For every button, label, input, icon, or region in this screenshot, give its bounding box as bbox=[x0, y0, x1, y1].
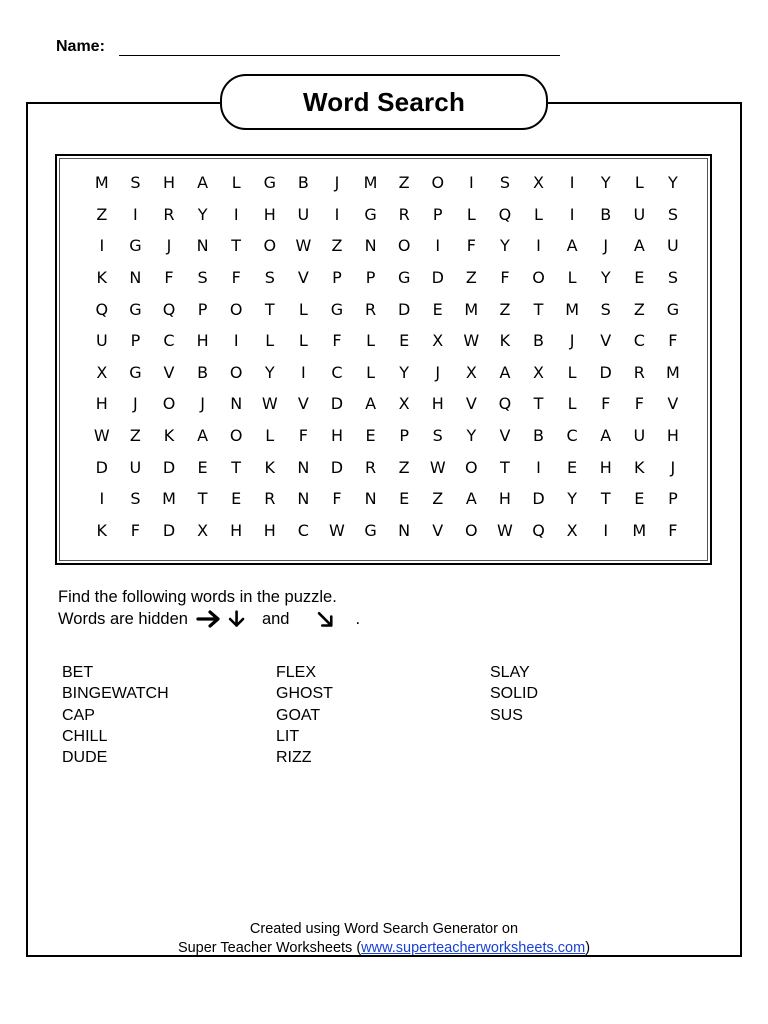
grid-letter[interactable]: F bbox=[601, 394, 611, 414]
grid-letter[interactable]: X bbox=[432, 331, 444, 351]
name-blank-line[interactable] bbox=[119, 55, 560, 56]
word-list-item: FLEX bbox=[276, 664, 317, 681]
grid-letter[interactable]: Q bbox=[498, 204, 512, 224]
grid-letter[interactable]: B bbox=[600, 204, 612, 224]
word-list-item: GOAT bbox=[276, 706, 321, 724]
grid-letter[interactable]: L bbox=[567, 268, 577, 288]
grid-letter[interactable]: L bbox=[265, 426, 275, 446]
grid-letter[interactable]: M bbox=[665, 362, 680, 382]
grid-letter[interactable]: E bbox=[567, 457, 578, 477]
grid-letter[interactable]: P bbox=[365, 268, 376, 288]
grid-letter[interactable]: L bbox=[265, 331, 275, 351]
grid-letter[interactable]: D bbox=[330, 457, 344, 477]
instructions-and: and bbox=[261, 610, 290, 628]
grid-letter[interactable]: G bbox=[263, 173, 276, 193]
grid-letter[interactable]: O bbox=[162, 394, 176, 414]
grid-letter[interactable]: E bbox=[634, 489, 645, 509]
grid-letter[interactable]: H bbox=[431, 394, 444, 414]
grid-letter[interactable]: F bbox=[164, 268, 174, 288]
instructions bbox=[58, 586, 360, 630]
down-arrow-icon bbox=[226, 608, 252, 630]
grid-letter[interactable]: H bbox=[263, 520, 276, 540]
grid-letter[interactable]: A bbox=[499, 362, 511, 382]
grid-letter[interactable]: X bbox=[533, 173, 544, 193]
grid-letter[interactable]: T bbox=[533, 299, 544, 319]
grid-letter[interactable]: S bbox=[130, 173, 141, 193]
grid-letter[interactable]: F bbox=[634, 394, 644, 414]
grid-letter[interactable]: S bbox=[432, 426, 443, 446]
grid-letter[interactable]: A bbox=[197, 426, 209, 446]
grid-letter[interactable]: M bbox=[632, 520, 647, 540]
right-arrow-icon bbox=[194, 608, 226, 630]
grid-letter[interactable]: B bbox=[533, 331, 544, 351]
grid-letter[interactable]: D bbox=[162, 520, 176, 540]
grid-letter[interactable]: I bbox=[603, 520, 609, 540]
grid-letter[interactable]: O bbox=[263, 236, 277, 256]
grid-letter[interactable]: F bbox=[332, 489, 342, 509]
grid-letter[interactable]: G bbox=[397, 268, 411, 288]
grid-letter[interactable]: N bbox=[196, 236, 209, 256]
grid-letter[interactable]: Y bbox=[500, 236, 510, 256]
grid-letter[interactable]: N bbox=[398, 520, 411, 540]
grid-letter[interactable]: O bbox=[465, 457, 478, 477]
grid-letter[interactable]: G bbox=[666, 299, 680, 319]
grid-letter[interactable]: U bbox=[129, 457, 142, 477]
grid-letter[interactable]: C bbox=[163, 331, 175, 351]
title-banner bbox=[220, 74, 548, 130]
grid-letter[interactable]: W bbox=[329, 520, 345, 540]
grid-letter[interactable]: U bbox=[633, 204, 646, 224]
grid-letter[interactable]: T bbox=[533, 394, 544, 414]
word-list-item: SLAY bbox=[490, 664, 530, 681]
grid-letter[interactable]: I bbox=[435, 236, 441, 256]
word-list-item: CHILL bbox=[62, 727, 108, 745]
grid-letter[interactable]: A bbox=[600, 426, 612, 446]
grid-letter[interactable]: A bbox=[633, 236, 645, 256]
grid-letter[interactable]: K bbox=[163, 426, 175, 446]
grid-letter[interactable]: C bbox=[566, 426, 578, 446]
grid-letter[interactable]: L bbox=[634, 173, 644, 193]
grid-letter[interactable]: V bbox=[163, 362, 175, 382]
grid-letter[interactable]: V bbox=[465, 394, 477, 414]
grid-letter[interactable]: F bbox=[500, 268, 510, 288]
grid-letter[interactable]: P bbox=[399, 426, 409, 446]
grid-row bbox=[85, 451, 690, 483]
instructions-line-1: Find the following words in the puzzle. bbox=[58, 588, 337, 606]
grid-letter[interactable]: X bbox=[197, 520, 209, 540]
grid-letter[interactable]: S bbox=[667, 204, 678, 224]
grid-letter[interactable]: I bbox=[233, 331, 239, 351]
grid-letter[interactable]: E bbox=[634, 268, 645, 288]
grid-letter[interactable]: G bbox=[129, 362, 142, 382]
grid-letter[interactable]: Z bbox=[96, 204, 108, 224]
grid-letter[interactable]: M bbox=[363, 173, 378, 193]
word-column bbox=[490, 662, 704, 768]
grid-letter[interactable]: R bbox=[264, 489, 276, 509]
grid-row bbox=[85, 230, 690, 262]
grid-letter[interactable]: K bbox=[499, 331, 511, 351]
grid-letter[interactable]: O bbox=[465, 520, 478, 540]
grid-letter[interactable]: U bbox=[95, 331, 108, 351]
grid-letter[interactable]: I bbox=[334, 204, 340, 224]
grid-letter[interactable]: V bbox=[297, 394, 309, 414]
grid-letter[interactable]: X bbox=[566, 520, 578, 540]
grid-letter[interactable]: I bbox=[536, 236, 541, 256]
name-label: Name: bbox=[56, 38, 105, 55]
grid-letter[interactable]: L bbox=[298, 331, 308, 351]
footer-line-1: Created using Word Search Generator on bbox=[249, 921, 519, 937]
grid-letter[interactable]: J bbox=[603, 236, 609, 256]
grid-letter[interactable]: P bbox=[130, 331, 141, 351]
grid-letter[interactable]: Y bbox=[264, 362, 275, 382]
grid-letter[interactable]: Q bbox=[498, 394, 512, 414]
grid-letter[interactable]: H bbox=[599, 457, 612, 477]
grid-letter[interactable]: Z bbox=[499, 299, 511, 319]
footer-line-2 bbox=[26, 939, 742, 958]
grid-letter[interactable]: K bbox=[634, 457, 645, 477]
grid-letter[interactable]: G bbox=[364, 204, 377, 224]
grid-letter[interactable]: D bbox=[431, 268, 444, 288]
grid-letter[interactable]: Y bbox=[567, 489, 577, 509]
grid-letter[interactable]: Z bbox=[398, 173, 410, 193]
grid-letter[interactable]: C bbox=[331, 362, 343, 382]
grid-letter[interactable]: E bbox=[399, 489, 410, 509]
grid-letter[interactable]: J bbox=[133, 394, 138, 414]
grid-letter[interactable]: D bbox=[397, 299, 411, 319]
grid-letter[interactable]: U bbox=[633, 426, 646, 446]
grid-letter[interactable]: W bbox=[295, 236, 312, 256]
word-list-item: DUDE bbox=[62, 749, 108, 767]
grid-letter[interactable]: N bbox=[364, 489, 377, 509]
grid-letter[interactable]: K bbox=[96, 520, 108, 540]
grid-row bbox=[85, 357, 690, 389]
grid-letter[interactable]: P bbox=[668, 489, 678, 509]
grid-letter[interactable]: M bbox=[565, 299, 580, 319]
grid-letter[interactable]: T bbox=[264, 299, 275, 319]
grid-letter[interactable]: N bbox=[297, 457, 310, 477]
grid-letter[interactable]: H bbox=[95, 394, 108, 414]
grid-letter[interactable]: T bbox=[231, 236, 242, 256]
grid-letter[interactable]: O bbox=[229, 299, 243, 319]
grid-row bbox=[85, 167, 690, 199]
grid-letter[interactable]: L bbox=[231, 173, 241, 193]
grid-row bbox=[85, 515, 690, 547]
grid-letter[interactable]: V bbox=[499, 426, 511, 446]
grid-letter[interactable]: X bbox=[465, 362, 477, 382]
grid-letter[interactable]: I bbox=[301, 362, 306, 382]
grid-letter[interactable]: D bbox=[330, 394, 344, 414]
grid-letter[interactable]: F bbox=[668, 331, 678, 351]
grid-letter[interactable]: O bbox=[532, 268, 545, 288]
grid-letter[interactable]: I bbox=[468, 173, 474, 193]
grid-letter[interactable]: H bbox=[330, 426, 343, 446]
grid-letter[interactable]: S bbox=[600, 299, 611, 319]
grid-letter[interactable]: M bbox=[94, 173, 109, 193]
grid-letter[interactable]: O bbox=[431, 173, 445, 193]
grid-letter[interactable]: V bbox=[667, 394, 679, 414]
instructions-prefix: Words are hidden bbox=[58, 610, 188, 628]
word-list-item: RIZZ bbox=[276, 749, 312, 767]
grid-letter[interactable]: W bbox=[463, 331, 480, 351]
grid-letter[interactable]: B bbox=[297, 173, 309, 193]
grid-letter[interactable]: W bbox=[261, 394, 278, 414]
grid-letter[interactable]: J bbox=[670, 457, 676, 477]
grid-letter[interactable]: Z bbox=[129, 426, 141, 446]
grid-letter[interactable]: N bbox=[297, 489, 310, 509]
grid-letter[interactable]: Y bbox=[668, 173, 678, 193]
website-link[interactable]: www.superteacherworksheets.com bbox=[361, 940, 586, 956]
word-list-item: LIT bbox=[276, 727, 300, 745]
grid-letter[interactable]: I bbox=[569, 173, 575, 193]
grid-letter[interactable]: M bbox=[162, 489, 176, 509]
grid-letter[interactable]: T bbox=[600, 489, 611, 509]
grid-row bbox=[85, 293, 690, 325]
grid-letter[interactable]: C bbox=[297, 520, 309, 540]
grid-letter[interactable]: S bbox=[130, 489, 141, 509]
instructions-line-2 bbox=[58, 608, 360, 630]
grid-letter[interactable]: R bbox=[163, 204, 175, 224]
grid-letter[interactable]: G bbox=[129, 299, 142, 319]
grid-letter[interactable]: X bbox=[533, 362, 544, 382]
page-title: Word Search bbox=[302, 86, 466, 117]
grid-letter[interactable]: F bbox=[130, 520, 140, 540]
grid-letter[interactable]: D bbox=[95, 457, 108, 477]
grid-letter[interactable]: F bbox=[668, 520, 678, 540]
grid-letter[interactable]: N bbox=[230, 394, 243, 414]
grid-letter[interactable]: F bbox=[231, 268, 241, 288]
grid-row bbox=[85, 420, 690, 452]
instructions-period: . bbox=[355, 610, 361, 628]
grid-row bbox=[85, 262, 690, 294]
grid-letter[interactable]: L bbox=[366, 362, 375, 382]
grid-letter[interactable]: F bbox=[298, 426, 308, 446]
word-list-item: BET bbox=[62, 664, 94, 681]
grid-letter[interactable]: Y bbox=[600, 173, 611, 193]
grid-letter[interactable]: N bbox=[364, 236, 377, 256]
grid-letter[interactable]: Y bbox=[197, 204, 208, 224]
grid-letter[interactable]: D bbox=[599, 362, 612, 382]
footer-prefix: Super Teacher Worksheets ( bbox=[177, 940, 362, 956]
grid-letter[interactable]: S bbox=[264, 268, 275, 288]
grid-letter[interactable]: D bbox=[532, 489, 545, 509]
grid-letter[interactable]: F bbox=[466, 236, 476, 256]
grid-letter[interactable]: M bbox=[464, 299, 479, 319]
grid-letter[interactable]: H bbox=[498, 489, 511, 509]
grid-letter[interactable]: V bbox=[297, 268, 309, 288]
grid-letter[interactable]: G bbox=[364, 520, 377, 540]
grid-letter[interactable]: L bbox=[466, 204, 476, 224]
word-list-item: BINGEWATCH bbox=[62, 685, 169, 703]
grid-letter[interactable]: A bbox=[465, 489, 477, 509]
grid-letter[interactable]: J bbox=[200, 394, 205, 414]
grid-letter[interactable]: I bbox=[233, 204, 239, 224]
grid-letter[interactable]: P bbox=[332, 268, 342, 288]
grid-letter[interactable]: Z bbox=[465, 268, 477, 288]
grid-letter[interactable]: L bbox=[298, 299, 308, 319]
grid-row bbox=[85, 388, 690, 420]
grid-letter[interactable]: H bbox=[230, 520, 243, 540]
grid-letter[interactable]: B bbox=[197, 362, 209, 382]
grid-letter[interactable]: Y bbox=[466, 426, 477, 446]
word-list-item: GHOST bbox=[276, 685, 333, 703]
grid-row bbox=[85, 325, 690, 357]
word-column bbox=[62, 662, 276, 768]
grid-letter[interactable]: H bbox=[196, 331, 209, 351]
diagonal-down-right-arrow-icon bbox=[315, 608, 341, 630]
grid-letter[interactable]: S bbox=[499, 173, 510, 193]
grid-letter[interactable]: J bbox=[166, 236, 172, 256]
grid-letter[interactable]: W bbox=[497, 520, 513, 540]
grid-letter[interactable]: L bbox=[366, 331, 375, 351]
grid-letter[interactable]: A bbox=[197, 173, 209, 193]
grid-letter[interactable]: H bbox=[666, 426, 679, 446]
grid-letter[interactable]: H bbox=[263, 204, 276, 224]
grid-letter[interactable]: R bbox=[398, 204, 410, 224]
grid-row bbox=[85, 199, 690, 231]
grid-letter[interactable]: Q bbox=[95, 299, 109, 319]
grid-letter[interactable]: W bbox=[93, 426, 110, 446]
grid-letter[interactable]: V bbox=[600, 331, 612, 351]
grid-letter[interactable]: R bbox=[364, 299, 377, 319]
word-column bbox=[276, 662, 490, 768]
grid-letter[interactable]: Q bbox=[532, 520, 545, 540]
grid-letter[interactable]: L bbox=[567, 394, 577, 414]
grid-letter[interactable]: T bbox=[197, 489, 208, 509]
grid-letter[interactable]: F bbox=[332, 331, 342, 351]
grid-letter[interactable]: S bbox=[667, 268, 678, 288]
grid-letter[interactable]: O bbox=[397, 236, 411, 256]
word-list bbox=[62, 662, 712, 768]
grid-letter[interactable]: X bbox=[398, 394, 410, 414]
grid-letter[interactable]: U bbox=[667, 236, 679, 256]
grid-letter[interactable]: E bbox=[197, 457, 208, 477]
grid-letter[interactable]: L bbox=[567, 362, 577, 382]
grid-letter[interactable]: I bbox=[569, 204, 575, 224]
grid-letter[interactable]: K bbox=[264, 457, 276, 477]
grid-letter[interactable]: J bbox=[435, 362, 441, 382]
grid-letter[interactable]: E bbox=[399, 331, 410, 351]
grid-letter[interactable]: O bbox=[229, 362, 243, 382]
grid-letter[interactable]: B bbox=[533, 426, 544, 446]
grid-letter[interactable]: Z bbox=[331, 236, 343, 256]
grid-letter[interactable]: Z bbox=[398, 457, 410, 477]
grid-letter[interactable]: K bbox=[96, 268, 108, 288]
grid-letter[interactable]: S bbox=[197, 268, 208, 288]
grid-letter[interactable]: I bbox=[99, 236, 105, 256]
letter-grid bbox=[85, 167, 690, 546]
grid-letter[interactable]: E bbox=[231, 489, 242, 509]
grid-letter[interactable]: E bbox=[365, 426, 376, 446]
grid-letter[interactable]: H bbox=[162, 173, 175, 193]
grid-letter[interactable]: D bbox=[162, 457, 176, 477]
grid-letter[interactable]: Y bbox=[600, 268, 611, 288]
grid-letter[interactable]: A bbox=[365, 394, 377, 414]
grid-letter[interactable]: Y bbox=[399, 362, 410, 382]
grid-letter[interactable]: O bbox=[229, 426, 243, 446]
grid-letter[interactable]: I bbox=[133, 204, 138, 224]
grid-letter[interactable]: G bbox=[129, 236, 142, 256]
grid-letter[interactable]: I bbox=[536, 457, 541, 477]
footer-credit bbox=[26, 920, 742, 958]
grid-letter[interactable]: T bbox=[500, 457, 510, 477]
grid-letter[interactable]: J bbox=[569, 331, 575, 351]
grid-letter[interactable]: P bbox=[197, 299, 208, 319]
grid-letter[interactable]: N bbox=[129, 268, 142, 288]
grid-letter[interactable]: R bbox=[633, 362, 645, 382]
grid-letter[interactable]: C bbox=[633, 331, 645, 351]
grid-letter[interactable]: Z bbox=[432, 489, 444, 509]
grid-row bbox=[85, 483, 690, 515]
word-list-item: SOLID bbox=[490, 685, 539, 703]
footer-suffix: ) bbox=[585, 940, 591, 956]
grid-letter[interactable]: G bbox=[330, 299, 344, 319]
grid-letter[interactable]: I bbox=[99, 489, 105, 509]
grid-letter[interactable]: A bbox=[566, 236, 578, 256]
grid-letter[interactable]: Q bbox=[162, 299, 176, 319]
grid-letter[interactable]: J bbox=[334, 173, 340, 193]
grid-letter[interactable]: U bbox=[297, 204, 310, 224]
word-list-item: SUS bbox=[490, 706, 523, 724]
grid-letter[interactable]: V bbox=[432, 520, 444, 540]
grid-letter[interactable]: L bbox=[534, 204, 543, 224]
grid-letter[interactable]: R bbox=[364, 457, 377, 477]
grid-letter[interactable]: X bbox=[96, 362, 108, 382]
grid-letter[interactable]: T bbox=[231, 457, 242, 477]
grid-letter[interactable]: P bbox=[432, 204, 443, 224]
word-list-item: CAP bbox=[62, 706, 95, 724]
grid-letter[interactable]: W bbox=[429, 457, 446, 477]
grid-letter[interactable]: E bbox=[432, 299, 443, 319]
grid-letter[interactable]: Z bbox=[633, 299, 645, 319]
